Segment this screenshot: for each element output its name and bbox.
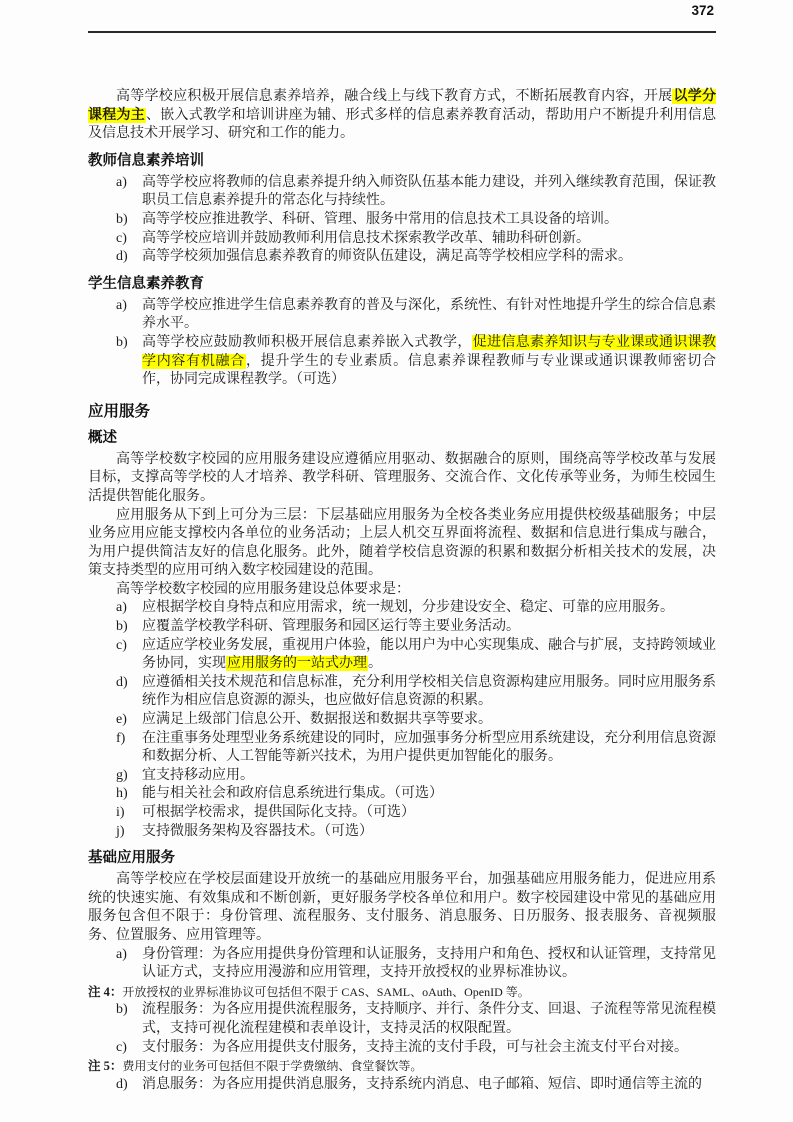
item-text-pre: 高等学校应鼓励教师积极开展信息素养嵌入式教学， (142, 334, 472, 350)
note-text: 开放授权的业界标准协议可包括但不限于 CAS、SAML、oAuth、OpenID 等。 (122, 984, 530, 999)
overview-paragraph-3: 高等学校数字校园的应用服务建设总体要求是： (116, 581, 410, 597)
list-item (88, 1001, 716, 1038)
list-item (88, 674, 716, 711)
item-label: g) (116, 767, 128, 783)
item-label: a) (116, 297, 127, 313)
item-text: 应遵循相关技术规范和信息标准，充分利用学校相关信息资源构建应用服务。同时应用服务系统作为相应信息资源的源头，也应做好信息资源的积累。 (142, 674, 716, 709)
list-item (88, 637, 716, 674)
item-text: 应覆盖学校教学科研、管理服务和园区运行等主要业务活动。 (142, 619, 520, 635)
item-label: f) (116, 730, 126, 746)
list-item (88, 297, 716, 334)
item-label: a) (116, 600, 127, 616)
item-text: 高等学校应推进学生信息素养教育的普及与深化，系统性、有针对性地提升学生的综合信息素养水平。 (142, 297, 716, 332)
item-label: e) (116, 712, 127, 728)
section-title-application-services: 应用服务 (88, 402, 151, 420)
item-text (142, 334, 716, 390)
section-title-basic-app-services: 基础应用服务 (88, 850, 175, 867)
list-item (88, 174, 716, 211)
note-label: 注 4： (88, 984, 123, 999)
item-text: 高等学校应推进教学、科研、管理、服务中常用的信息技术工具设备的培训。 (142, 211, 618, 227)
highlighted-text: 促进信息素养知识与专业课或通识课教学内容有机融合 (142, 334, 717, 369)
page-content (88, 88, 716, 1094)
item-text: 在注重事务处理型业务系统建设的同时，应加强事务分析型应用系统建设，充分利用信息资源和数据分析、人工智能等新兴技术，为用户提供更加智能化的服务。 (142, 730, 716, 765)
list-item (88, 618, 716, 637)
basic-intro-paragraph: 高等学校应在学校层面建设开放统一的基础应用服务平台，加强基础应用服务能力，促进应用系统的快速实施、有效集成和不断创新，更好服务学校各单位和用户。数字校园建设中常见的基础应用服务包含但不限于：身份管理、流程服务、支付服务、消息服务、日历服务、报表服务、音视频服务、位置服务、应用管理等。 (88, 872, 716, 943)
item-label: h) (116, 786, 128, 802)
item-text: 能与相关社会和政府信息系统进行集成。（可选） (142, 786, 443, 802)
list-item (88, 767, 716, 786)
note-5 (88, 1057, 716, 1076)
list-item (88, 230, 716, 249)
list-item (88, 730, 716, 767)
overview-paragraph-1: 高等学校数字校园的应用服务建设应遵循应用驱动、数据融合的原则，围绕高等学校改革与发展目标，支撑高等学校的人才培养、教学科研、管理服务、交流合作、文化传承等业务，为师生校园生活提供智能化服务。 (88, 451, 716, 504)
item-text: 消息服务：为各应用提供消息服务，支持系统内消息、电子邮箱、短信、即时通信等主流的 (142, 1076, 702, 1092)
section-title-teacher-training: 教师信息素养培训 (88, 152, 204, 169)
list-item (88, 334, 716, 390)
item-text-post: ，提升学生的专业素质。信息素养课程教师与专业课或通识课教师密切合作，协同完成课程教学。（可选） (142, 353, 717, 388)
list-item (88, 211, 716, 230)
item-label: a) (116, 946, 127, 962)
list-item (88, 1039, 716, 1058)
page-number: 372 (691, 3, 714, 18)
item-text: 可根据学校需求，提供国际化支持。（可选） (142, 805, 415, 820)
item-text: 流程服务：为各应用提供流程服务，支持顺序、并行、条件分支、回退、子流程等常见流程模式，支持可视化流程建模和表单设计，支持灵活的权限配置。 (142, 1002, 716, 1036)
section-title-student-education: 学生信息素养教育 (88, 275, 204, 292)
item-label: c) (116, 637, 127, 653)
item-label: a) (116, 174, 127, 190)
item-label: b) (116, 619, 128, 635)
highlighted-text: 以学分课程为主 (88, 89, 717, 123)
item-text: 高等学校应将教师的信息素养提升纳入师资队伍基本能力建设，并列入继续教育范围，保证教职员工信息素养提升的常态化与持续性。 (142, 174, 716, 209)
list-item (88, 248, 716, 267)
item-label: d) (116, 1076, 128, 1092)
item-text: 宜支持移动应用。 (142, 767, 254, 783)
item-text-post: 。 (368, 656, 382, 672)
item-text: 支持微服务架构及容器技术。（可选） (142, 823, 373, 839)
note-4 (88, 983, 716, 1002)
item-text: 应满足上级部门信息公开、数据报送和数据共享等要求。 (142, 712, 492, 728)
item-text: 支付服务：为各应用提供支付服务，支持主流的支付手段，可与社会主流支付平台对接。 (142, 1039, 688, 1055)
intro-text-post: 、嵌入式教学和培训讲座为辅、形式多样的信息素养教育活动，帮助用户不断提升利用信息及信息技术开展学习、研究和工作的能力。 (88, 107, 717, 142)
item-text-pre: 应适应学校业务发展，重视用户体验，能以用户为中心实现集成、融合与扩展，支持跨领域业务协同，实现 (142, 637, 716, 672)
list-item (88, 946, 716, 983)
item-label: b) (116, 1002, 128, 1018)
item-label: i) (116, 805, 125, 820)
item-text: 高等学校须加强信息素养教育的师资队伍建设，满足高等学校相应学科的需求。 (142, 249, 632, 265)
item-text: 高等学校应培训并鼓励教师利用信息技术探索教学改革、辅助科研创新。 (142, 230, 590, 246)
list-item (88, 785, 716, 804)
overview-paragraph-2: 应用服务从下到上可分为三层：下层基础应用服务为全校各类业务应用提供校级基础服务；中层业务应用应能支撑校内各单位的业务活动；上层人机交互界面将流程、数据和信息进行集成与融合，为用户提供简洁友好的信息化服务。此外，随着学校信息资源的积累和数据分析相关技术的发展，决策支持类型的应用可纳入数字校园建设的范围。 (88, 507, 716, 579)
list-item (88, 1076, 716, 1095)
section-title-overview: 概述 (88, 429, 117, 446)
item-text: 应根据学校自身特点和应用需求，统一规划，分步建设安全、稳定、可靠的应用服务。 (142, 600, 674, 616)
item-label: j) (116, 823, 125, 839)
item-text: 身份管理：为各应用提供身份管理和认证服务，支持用户和角色、授权和认证管理，支持常见认证方式，支持应用漫游和应用管理，支持开放授权的业界标准协议。 (142, 946, 716, 981)
item-label: d) (116, 249, 128, 265)
list-item (88, 823, 716, 842)
intro-paragraph (88, 88, 716, 144)
note-label: 注 5： (88, 1059, 123, 1074)
list-item (88, 804, 716, 823)
item-text (142, 637, 716, 674)
item-label: c) (116, 230, 127, 246)
intro-text-pre: 高等学校应积极开展信息素养培养，融合线上与线下教育方式，不断拓展教育内容，开展 (116, 89, 673, 104)
item-label: c) (116, 1039, 127, 1055)
item-label: d) (116, 674, 128, 690)
item-label: b) (116, 211, 128, 227)
item-label: b) (116, 334, 128, 350)
highlighted-text: 应用服务的一站式办理 (227, 656, 367, 672)
header-divider (88, 31, 716, 33)
list-item (88, 599, 716, 618)
list-item (88, 711, 716, 730)
note-text: 费用支付的业务可包括但不限于学费缴纳、食堂餐饮等。 (122, 1059, 423, 1074)
